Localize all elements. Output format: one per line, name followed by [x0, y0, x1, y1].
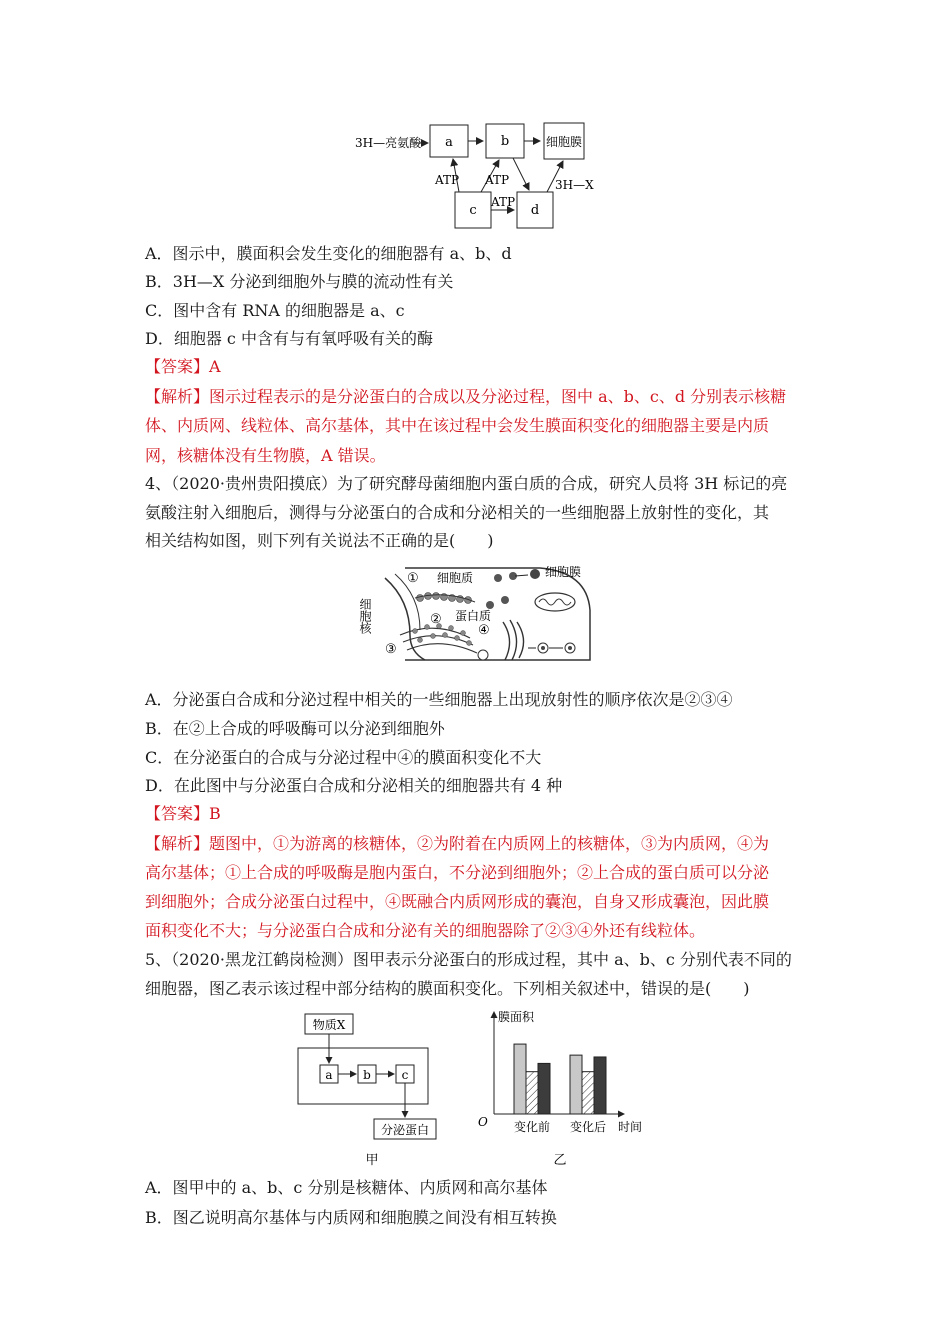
q4-analysis-line-2: 高尔基体；①上合成的呼吸酶是胞内蛋白，不分泌到细胞外；②上合成的蛋白质可以分泌 — [145, 863, 770, 882]
cell-diagram — [358, 560, 595, 665]
y-axis-label: 膜面积 — [498, 1010, 535, 1024]
bar-0-2 — [538, 1063, 550, 1114]
q3-option-d: D．细胞器 c 中含有与有氧呼吸有关的酶 — [145, 329, 433, 348]
q4-option-b: B．在②上合成的呼吸酶可以分泌到细胞外 — [145, 719, 445, 738]
q3-option-a: A．图示中，膜面积会发生变化的细胞器有 a、b、d — [145, 244, 512, 263]
atp-bottom-label: ATP — [491, 195, 516, 209]
label-cytoplasm: 细胞质 — [437, 571, 474, 585]
caption-yi: 乙 — [553, 1153, 567, 1168]
q4-analysis-line-3: 到细胞外；合成分泌蛋白过程中，④既融合内质网形成的囊泡，自身又形成囊泡，因此膜 — [145, 892, 770, 911]
arrow-b-d — [513, 158, 529, 190]
substance-x-label: 物质X — [312, 1018, 346, 1032]
jia-b-label: b — [363, 1068, 371, 1082]
q4-analysis-line-1: 【解析】题图中，①为游离的核糖体，②为附着在内质网上的核糖体，③为内质网，④为 — [145, 834, 770, 853]
q4-option-a: A．分泌蛋白合成和分泌过程中相关的一些细胞器上出现放射性的顺序依次是②③④ — [145, 690, 733, 709]
origin-label: O — [478, 1115, 488, 1129]
bar-0-0 — [514, 1044, 526, 1114]
output-label: 3H—X — [555, 178, 594, 192]
q5-stem-line-1: 5、（2020·黑龙江鹤岗检测）图甲表示分泌蛋白的形成过程，其中 a、b、c 分别代表不同的 — [145, 950, 792, 969]
bar-1-1 — [582, 1072, 594, 1114]
q4-stem-line-1: 4、（2020·贵州贵阳摸底）为了研究酵母菌细胞内蛋白质的合成，研究人员将 3H 标记的亮 — [145, 474, 788, 493]
q4-option-d: D．在此图中与分泌蛋白合成和分泌相关的细胞器共有 4 种 — [145, 776, 563, 795]
q4-answer: 【答案】B — [145, 804, 221, 823]
flow-diagram — [355, 110, 605, 235]
atp-left-label: ATP — [435, 173, 460, 187]
vesicle — [486, 601, 494, 609]
er-ribosomes — [413, 624, 472, 646]
vesicle — [501, 596, 509, 604]
q3-option-b: B．3H—X 分泌到细胞外与膜的流动性有关 — [145, 272, 454, 291]
label-1: ① — [407, 571, 419, 586]
q4-option-c: C．在分泌蛋白的合成与分泌过程中④的膜面积变化不大 — [145, 748, 542, 767]
box-a-label: a — [445, 135, 453, 150]
q3-analysis-line-3: 网，核糖体没有生物膜，A 错误。 — [145, 446, 386, 465]
figure-jia — [290, 1008, 450, 1168]
q3-analysis-line-1: 【解析】图示过程表示的是分泌蛋白的合成以及分泌过程，图中 a、b、c、d 分别表示核糖 — [145, 387, 787, 406]
q4-stem-line-3: 相关结构如图，则下列有关说法不正确的是( ) — [145, 531, 494, 550]
golgi-apparatus — [503, 620, 524, 660]
category-label-before: 变化前 — [513, 1120, 551, 1134]
q5-option-a: A．图甲中的 a、b、c 分别是核糖体、内质网和高尔基体 — [145, 1178, 548, 1197]
atp-mid-label: ATP — [485, 173, 510, 187]
x-axis-label: 时间 — [618, 1120, 643, 1134]
q5-stem-line-2: 细胞器，图乙表示该过程中部分结构的膜面积变化。下列相关叙述中，错误的是( ) — [145, 979, 750, 998]
vesicle-content — [568, 646, 572, 650]
q4-analysis-line-4: 面积变化不大；与分泌蛋白合成和分泌有关的细胞器除了②③④外还有线粒体。 — [145, 921, 706, 940]
label-3: ③ — [385, 642, 397, 657]
vesicle — [530, 569, 540, 579]
bar-1-2 — [594, 1057, 606, 1114]
figure-yi-chart — [470, 1008, 660, 1168]
q3-answer: 【答案】A — [145, 357, 221, 376]
q5-option-b: B．图乙说明高尔基体与内质网和细胞膜之间没有相互转换 — [145, 1208, 557, 1227]
vesicle-content — [541, 646, 545, 650]
caption-jia: 甲 — [365, 1153, 379, 1168]
input-label: 3H—亮氨酸 — [355, 136, 422, 150]
q3-analysis-line-2: 体、内质网、线粒体、高尔基体，其中在该过程中会发生膜面积变化的细胞器主要是内质 — [145, 416, 770, 435]
box-c-label: c — [469, 203, 477, 218]
bars-group — [514, 1044, 606, 1114]
jia-c-label: c — [401, 1068, 409, 1082]
label-4: ④ — [478, 623, 490, 638]
label-2: ② — [430, 612, 442, 627]
box-d-label: d — [530, 203, 540, 218]
label-nucleus: 细胞核 — [358, 598, 372, 634]
q4-stem-line-2: 氨酸注射入细胞后，测得与分泌蛋白的合成和分泌相关的一些细胞器上放射性的变化，其 — [145, 503, 770, 522]
category-label-after: 变化后 — [569, 1120, 607, 1134]
bar-1-0 — [570, 1055, 582, 1114]
q3-option-c: C．图中含有 RNA 的细胞器是 a、c — [145, 301, 405, 320]
box-b-label: b — [500, 134, 510, 149]
box-membrane-label: 细胞膜 — [545, 135, 583, 149]
bar-0-1 — [526, 1072, 538, 1114]
jia-a-label: a — [325, 1068, 333, 1082]
label-protein: 蛋白质 — [455, 609, 492, 623]
label-membrane: 细胞膜 — [545, 565, 582, 579]
arrow-to-membrane — [515, 575, 528, 576]
vesicle — [478, 650, 488, 660]
product-label: 分泌蛋白 — [380, 1123, 430, 1137]
vesicle — [494, 574, 502, 582]
